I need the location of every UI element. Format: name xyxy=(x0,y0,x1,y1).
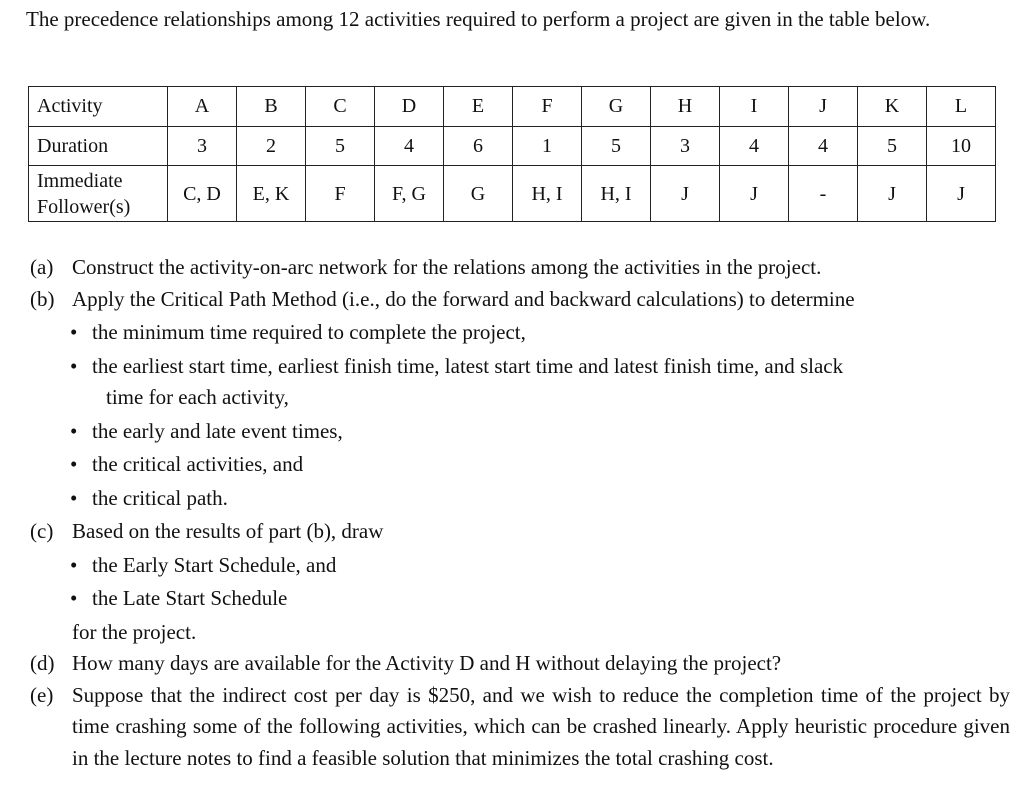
duration-cell: 2 xyxy=(237,127,306,166)
activity-cell: G xyxy=(582,87,651,127)
follower-cell: H, I xyxy=(513,166,582,222)
bullet-item: • the critical activities, and xyxy=(30,449,1010,481)
followers-row xyxy=(29,166,996,222)
row-header-activity: Activity xyxy=(29,87,168,127)
duration-cell: 4 xyxy=(375,127,444,166)
follower-cell: C, D xyxy=(168,166,237,222)
row-header-followers-line2: Follower(s) xyxy=(37,195,131,218)
intro-paragraph: The precedence relationships among 12 activities required to perform a project are given in the table below. xyxy=(26,7,931,31)
follower-cell: F xyxy=(306,166,375,222)
duration-cell: 6 xyxy=(444,127,513,166)
question-label: (e) xyxy=(30,682,54,707)
follower-cell: H, I xyxy=(582,166,651,222)
question-text: Construct the activity-on-arc network for the relations among the activities in the project. xyxy=(72,255,822,279)
row-header-followers-line1: Immediate xyxy=(37,169,123,192)
question-c xyxy=(30,516,1010,548)
duration-row xyxy=(29,127,996,166)
activity-row xyxy=(29,87,996,127)
question-d xyxy=(30,648,1010,680)
activity-cell: L xyxy=(927,87,996,127)
duration-cell: 10 xyxy=(927,127,996,166)
question-c-tail: for the project. xyxy=(72,619,197,644)
duration-cell: 5 xyxy=(582,127,651,166)
bullet-text-line1: the earliest start time, earliest finish time, latest start time and latest finish time, and slack xyxy=(92,353,844,378)
follower-cell: J xyxy=(720,166,789,222)
duration-cell: 4 xyxy=(789,127,858,166)
activity-cell: B xyxy=(237,87,306,127)
question-a xyxy=(30,252,1010,284)
follower-cell: J xyxy=(927,166,996,222)
question-label: (b) xyxy=(30,286,55,311)
question-list xyxy=(30,252,1010,774)
duration-cell: 3 xyxy=(168,127,237,166)
question-label: (a) xyxy=(30,255,54,279)
bullet-item: • the Early Start Schedule, and xyxy=(30,550,1010,582)
follower-cell: F, G xyxy=(375,166,444,222)
activity-cell: K xyxy=(858,87,927,127)
question-text: Apply the Critical Path Method (i.e., do the forward and backward calculations) to determine xyxy=(72,286,855,311)
follower-cell: J xyxy=(858,166,927,222)
bullet-item xyxy=(30,351,1010,383)
activity-cell: E xyxy=(444,87,513,127)
follower-cell: E, K xyxy=(237,166,306,222)
row-header-followers xyxy=(29,166,168,222)
duration-cell: 3 xyxy=(651,127,720,166)
follower-cell: - xyxy=(789,166,858,222)
question-text: Suppose that the indirect cost per day is $250, and we wish to reduce the completion time of the project by time crashing some of the following activities, which can be crashed linearly. Apply heuristic procedure given in the lecture notes to find a feasible solution that minimizes the total crashing cost. xyxy=(72,682,1010,770)
duration-cell: 5 xyxy=(858,127,927,166)
activity-cell: C xyxy=(306,87,375,127)
duration-cell: 5 xyxy=(306,127,375,166)
duration-cell: 4 xyxy=(720,127,789,166)
bullet-continuation: time for each activity, xyxy=(106,385,289,409)
follower-cell: G xyxy=(444,166,513,222)
question-text: How many days are available for the Activity D and H without delaying the project? xyxy=(72,651,782,675)
activity-cell: F xyxy=(513,87,582,127)
question-text: Based on the results of part (b), draw xyxy=(72,519,384,543)
bullet-item: • the early and late event times, xyxy=(30,416,1010,448)
activity-cell: J xyxy=(789,87,858,127)
bullet-item: • the minimum time required to complete the project, xyxy=(30,317,1010,349)
question-label: (c) xyxy=(30,519,54,543)
bullet-item: • the critical path. xyxy=(30,483,1010,515)
precedence-table xyxy=(28,86,996,222)
row-header-duration: Duration xyxy=(29,127,168,166)
activity-cell: D xyxy=(375,87,444,127)
activity-cell: A xyxy=(168,87,237,127)
activity-cell: H xyxy=(651,87,720,127)
bullet-item: • the Late Start Schedule xyxy=(30,583,1010,615)
question-b xyxy=(30,284,1010,316)
follower-cell: J xyxy=(651,166,720,222)
duration-cell: 1 xyxy=(513,127,582,166)
activity-cell: I xyxy=(720,87,789,127)
question-e xyxy=(30,680,1010,775)
question-label: (d) xyxy=(30,651,55,675)
